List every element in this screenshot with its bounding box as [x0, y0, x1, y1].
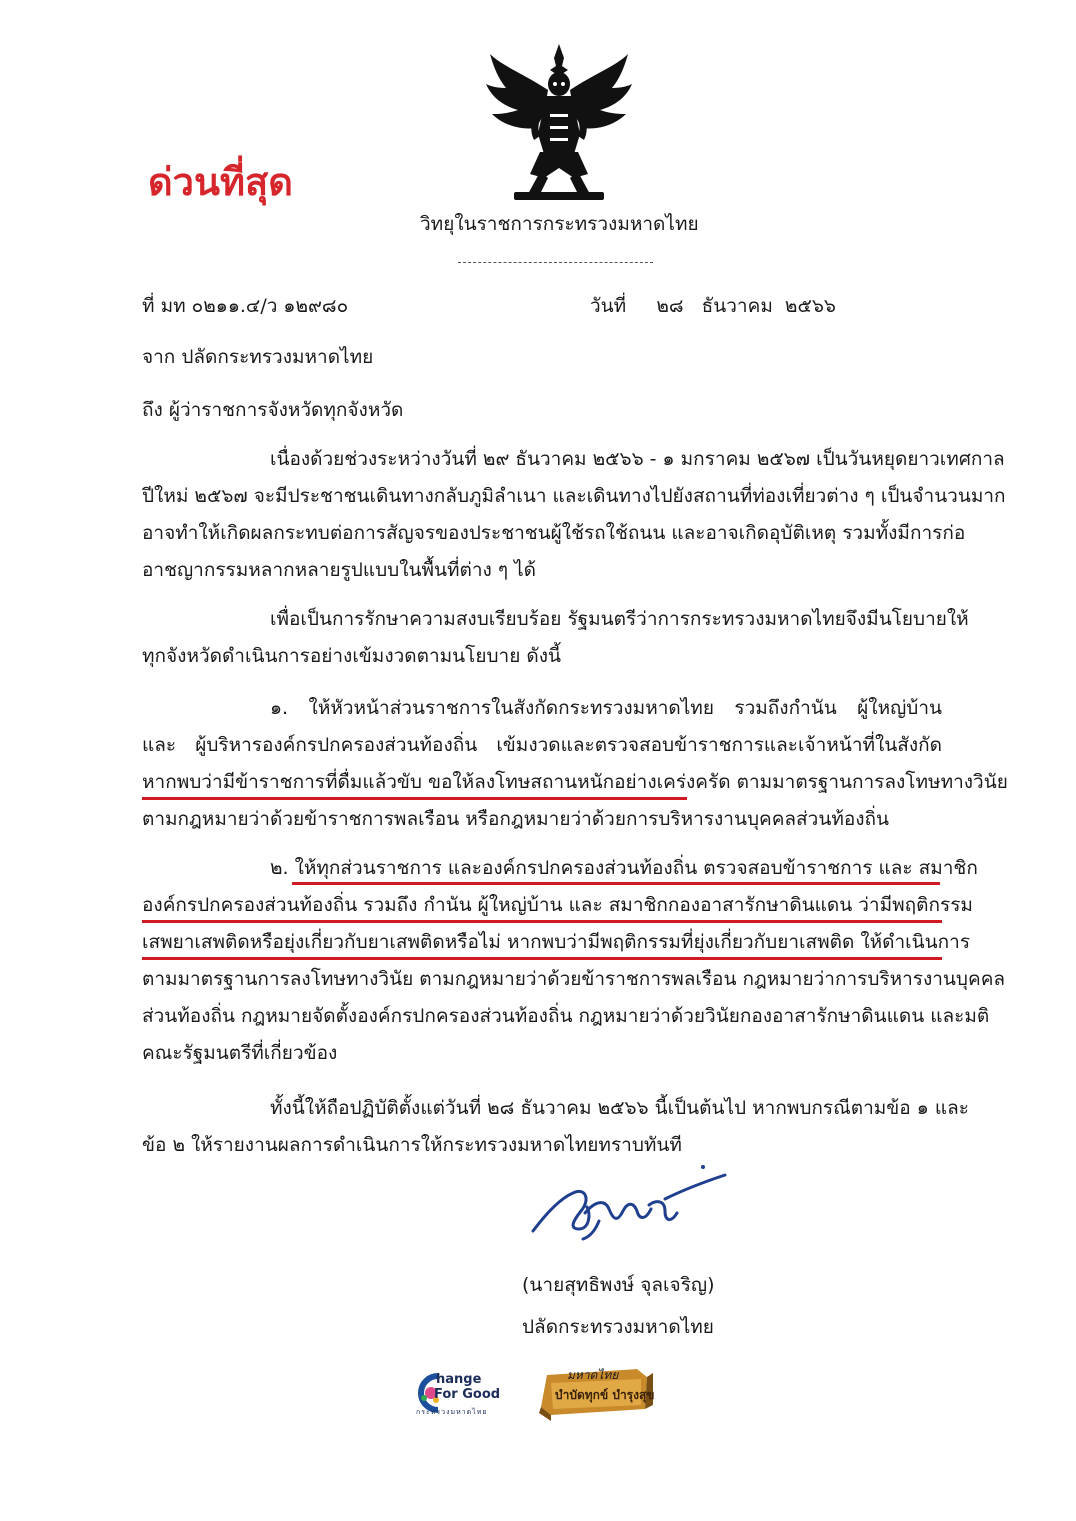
document-number: ที่ มท ๐๒๑๑.๔/ว ๑๒๙๘๐	[142, 295, 349, 317]
paragraph-line: ทุกจังหวัดดำเนินการอย่างเข้มงวดตามนโยบาย ดังนี้	[142, 645, 561, 667]
highlight-underline	[142, 957, 942, 960]
signer-title: ปลัดกระทรวงมหาดไทย	[522, 1316, 714, 1338]
paragraph-line: ตามกฎหมายว่าด้วยข้าราชการพลเรือน หรือกฎหมายว่าด้วยการบริหารงานบุคคลส่วนท้องถิ่น	[142, 808, 890, 830]
logo-text-for-good: For Good	[434, 1387, 501, 1402]
paragraph-line: เนื่องด้วยช่วงระหว่างวันที่ ๒๙ ธันวาคม ๒๕๖๖ - ๑ มกราคม ๒๕๖๗ เป็นวันหยุดยาวเทศกาล	[270, 448, 1005, 470]
paragraph-line: ปีใหม่ ๒๕๖๗ จะมีประชาชนเดินทางกลับภูมิลำเนา และเดินทางไปยังสถานที่ท่องเที่ยวต่าง ๆ เป็นจำนวนมาก	[142, 485, 1006, 507]
paragraph-line: อาชญากรรมหลากหลายรูปแบบในพื้นที่ต่าง ๆ ได้	[142, 559, 536, 581]
paragraph-item-2	[142, 855, 1006, 1077]
paragraph-line: องค์กรปกครองส่วนท้องถิ่น รวมถึง กำนัน ผู้ใหญ่บ้าน และ สมาชิกกองอาสารักษาดินแดน ว่ามีพฤติกรรม	[142, 894, 973, 916]
ministry-motto-banner	[537, 1365, 655, 1425]
highlight-underline	[292, 882, 940, 885]
paragraph-item-1	[142, 695, 1008, 843]
paragraph-line: หากพบว่ามีข้าราชการที่ดื่มแล้วขับ ขอให้ลงโทษสถานหนักอย่างเคร่งครัด ตามมาตรฐานการลงโทษทางวินัย	[142, 771, 1008, 793]
paragraph-line: คณะรัฐมนตรีที่เกี่ยวข้อง	[142, 1042, 338, 1064]
paragraph-line: อาจทำให้เกิดผลกระทบต่อการสัญจรของประชาชนผู้ใช้รถใช้ถนน และอาจเกิดอุบัติเหตุ รวมทั้งมีการก่อ	[142, 522, 966, 544]
paragraph-policy	[142, 606, 969, 680]
handwritten-signature-icon	[525, 1165, 735, 1245]
paragraph-line: ตามมาตรฐานการลงโทษทางวินัย ตามกฎหมายว่าด้วยข้าราชการพลเรือน กฎหมายว่าการบริหารงานบุคคล	[142, 968, 1006, 990]
paragraph-line: และ ผู้บริหารองค์กรปกครองส่วนท้องถิ่น เข้มงวดและตรวจสอบข้าราชการและเจ้าหน้าที่ในสังกัด	[142, 734, 942, 756]
urgency-stamp: ด่วนที่สุด	[148, 160, 293, 204]
paragraph-line: ทั้งนี้ให้ถือปฏิบัติตั้งแต่วันที่ ๒๘ ธันวาคม ๒๕๖๖ นี้เป็นต้นไป หากพบกรณีตามข้อ ๑ และ	[270, 1097, 969, 1119]
from-line: จาก ปลัดกระทรวงมหาดไทย	[142, 346, 374, 368]
paragraph-line: เพื่อเป็นการรักษาความสงบเรียบร้อย รัฐมนตรีว่าการกระทรวงมหาดไทยจึงมีนโยบายให้	[270, 608, 969, 630]
change-for-good-logo	[412, 1370, 532, 1420]
document-date: วันที่ ๒๘ ธันวาคม ๒๕๖๖	[590, 295, 836, 317]
radio-title: วิทยุในราชการกระทรวงมหาดไทย	[420, 213, 699, 235]
highlight-underline	[142, 797, 687, 800]
paragraph-line: เสพยาเสพติดหรือยุ่งเกี่ยวกับยาเสพติดหรือไม่ หากพบว่ามีพฤติกรรมที่ยุ่งเกี่ยวกับยาเสพติด ให้ดำเนินการ	[142, 931, 971, 953]
garuda-emblem-icon	[484, 44, 634, 202]
highlight-underline	[142, 920, 942, 923]
paragraph-line: ข้อ ๒ ให้รายงานผลการดำเนินการให้กระทรวงมหาดไทยทราบทันที	[142, 1134, 682, 1156]
paragraph-closing	[142, 1095, 969, 1169]
paragraph-line: ส่วนท้องถิ่น กฎหมายจัดตั้งองค์กรปกครองส่วนท้องถิ่น กฎหมายว่าด้วยวินัยกองอาสารักษาดินแดน และมติ	[142, 1005, 990, 1027]
logo-org-text: กระทรวงมหาดไทย	[416, 1408, 488, 1416]
paragraph-line: ๒. ให้ทุกส่วนราชการ และองค์กรปกครองส่วนท้องถิ่น ตรวจสอบข้าราชการ และ สมาชิก	[270, 857, 978, 879]
banner-script-text: มหาดไทย	[567, 1368, 619, 1382]
to-line: ถึง ผู้ว่าราชการจังหวัดทุกจังหวัด	[142, 399, 404, 421]
paragraph-line: ๑. ให้หัวหน้าส่วนราชการในสังกัดกระทรวงมหาดไทย รวมถึงกำนัน ผู้ใหญ่บ้าน	[270, 697, 942, 719]
signer-name: (นายสุทธิพงษ์ จุลเจริญ)	[522, 1274, 715, 1296]
logo-text-change: hange	[436, 1372, 482, 1387]
banner-motto-text: บำบัดทุกข์ บำรุงสุข	[555, 1388, 655, 1402]
paragraph-intro	[142, 446, 1006, 594]
title-separator	[458, 262, 653, 263]
